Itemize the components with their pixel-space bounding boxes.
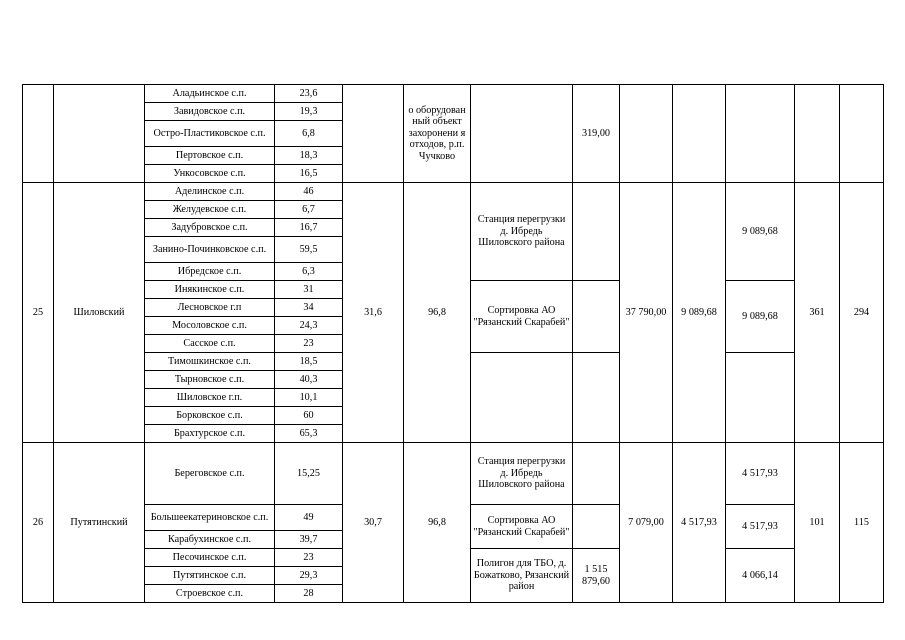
settlement-cell: Ибредское с.п.: [145, 263, 275, 281]
total-cell: 7 079,00: [620, 443, 673, 603]
settlement-cell: Сасское с.п.: [145, 335, 275, 353]
settlement-cell: Задубровское с.п.: [145, 219, 275, 237]
settlement-value-cell: 10,1: [275, 389, 343, 407]
total-2-cell: [673, 85, 726, 183]
capacity-cell: 1 515 879,60: [573, 549, 620, 603]
col-y-cell: [840, 85, 884, 183]
settlement-cell: Аладьинское с.п.: [145, 85, 275, 103]
capacity-cell: [573, 443, 620, 505]
total-2-cell: 9 089,68: [673, 183, 726, 443]
table-row: [23, 443, 884, 505]
table-row: [23, 85, 884, 103]
total-cell: 37 790,00: [620, 183, 673, 443]
object-value-cell: [726, 85, 795, 183]
settlement-cell: Брахтурское с.п.: [145, 425, 275, 443]
settlement-cell: Шиловское г.п.: [145, 389, 275, 407]
settlement-value-cell: 18,3: [275, 147, 343, 165]
settlement-cell: Аделинское с.п.: [145, 183, 275, 201]
col-a-cell: 31,6: [343, 183, 404, 443]
settlement-value-cell: 65,3: [275, 425, 343, 443]
col-x-cell: 361: [795, 183, 840, 443]
settlement-value-cell: 39,7: [275, 531, 343, 549]
capacity-cell: [573, 505, 620, 549]
settlement-cell: Тырновское с.п.: [145, 371, 275, 389]
object-value-cell: 4 066,14: [726, 549, 795, 603]
settlement-value-cell: 29,3: [275, 567, 343, 585]
capacity-cell: [573, 281, 620, 353]
settlement-value-cell: 23,6: [275, 85, 343, 103]
object-name-cell: [471, 353, 573, 443]
settlement-value-cell: 49: [275, 505, 343, 531]
total-2-cell: 4 517,93: [673, 443, 726, 603]
district-number-cell: 26: [23, 443, 54, 603]
settlement-value-cell: 23: [275, 335, 343, 353]
col-y-cell: 115: [840, 443, 884, 603]
total-cell: [620, 85, 673, 183]
settlement-cell: Карабухинское с.п.: [145, 531, 275, 549]
settlement-cell: Остро-Пластиковское с.п.: [145, 121, 275, 147]
settlement-cell: Строевское с.п.: [145, 585, 275, 603]
settlement-cell: Инякинское с.п.: [145, 281, 275, 299]
settlement-value-cell: 6,3: [275, 263, 343, 281]
object-description-cell: о оборудован ный объект захоронени я отходов, р.п. Чучково: [404, 85, 471, 183]
object-name-cell: Сортировка АО "Рязанский Скарабей": [471, 281, 573, 353]
settlement-cell: Завидовское с.п.: [145, 103, 275, 121]
district-name-cell: Шиловский: [54, 183, 145, 443]
settlement-cell: Занино-Починковское с.п.: [145, 237, 275, 263]
settlement-value-cell: 19,3: [275, 103, 343, 121]
col-x-cell: 101: [795, 443, 840, 603]
capacity-cell: [573, 353, 620, 443]
object-name-cell: Станция перегрузки д. Ибредь Шиловского района: [471, 443, 573, 505]
object-name-cell: Станция перегрузки д. Ибредь Шиловского района: [471, 183, 573, 281]
settlement-value-cell: 31: [275, 281, 343, 299]
settlement-cell: Песочинское с.п.: [145, 549, 275, 567]
settlement-cell: Мосоловское с.п.: [145, 317, 275, 335]
settlement-cell: Лесновское г.п: [145, 299, 275, 317]
col-b-cell: 96,8: [404, 183, 471, 443]
district-number-cell: 25: [23, 183, 54, 443]
settlement-cell: Тимошкинское с.п.: [145, 353, 275, 371]
col-a-cell: [343, 85, 404, 183]
district-number-cell: [23, 85, 54, 183]
settlement-cell: Ункосовское с.п.: [145, 165, 275, 183]
settlement-value-cell: 40,3: [275, 371, 343, 389]
object-name-cell: Полигон для ТБО, д. Божатково, Рязанский район: [471, 549, 573, 603]
settlement-cell: Путятинское с.п.: [145, 567, 275, 585]
table-row: [23, 183, 884, 201]
district-name-cell: Путятинский: [54, 443, 145, 603]
settlement-value-cell: 15,25: [275, 443, 343, 505]
object-name-cell: [471, 85, 573, 183]
settlement-cell: Большеекатериновское с.п.: [145, 505, 275, 531]
settlement-value-cell: 24,3: [275, 317, 343, 335]
settlement-value-cell: 59,5: [275, 237, 343, 263]
col-a-cell: 30,7: [343, 443, 404, 603]
settlement-cell: Береговское с.п.: [145, 443, 275, 505]
capacity-cell: 319,00: [573, 85, 620, 183]
settlement-cell: Борковское с.п.: [145, 407, 275, 425]
object-value-cell: 4 517,93: [726, 443, 795, 505]
col-b-cell: 96,8: [404, 443, 471, 603]
settlement-value-cell: 6,8: [275, 121, 343, 147]
capacity-cell: [573, 183, 620, 281]
settlement-cell: Желудевское с.п.: [145, 201, 275, 219]
object-value-cell: [726, 353, 795, 443]
settlement-value-cell: 18,5: [275, 353, 343, 371]
settlement-value-cell: 46: [275, 183, 343, 201]
object-value-cell: 9 089,68: [726, 281, 795, 353]
settlement-value-cell: 23: [275, 549, 343, 567]
settlement-value-cell: 34: [275, 299, 343, 317]
col-x-cell: [795, 85, 840, 183]
object-name-cell: Сортировка АО "Рязанский Скарабей": [471, 505, 573, 549]
col-y-cell: 294: [840, 183, 884, 443]
object-value-cell: 9 089,68: [726, 183, 795, 281]
settlement-value-cell: 6,7: [275, 201, 343, 219]
settlement-value-cell: 60: [275, 407, 343, 425]
settlement-cell: Пертовское с.п.: [145, 147, 275, 165]
waste-distribution-table: [22, 84, 884, 603]
object-value-cell: 4 517,93: [726, 505, 795, 549]
settlement-value-cell: 16,7: [275, 219, 343, 237]
district-name-cell: [54, 85, 145, 183]
settlement-value-cell: 28: [275, 585, 343, 603]
settlement-value-cell: 16,5: [275, 165, 343, 183]
